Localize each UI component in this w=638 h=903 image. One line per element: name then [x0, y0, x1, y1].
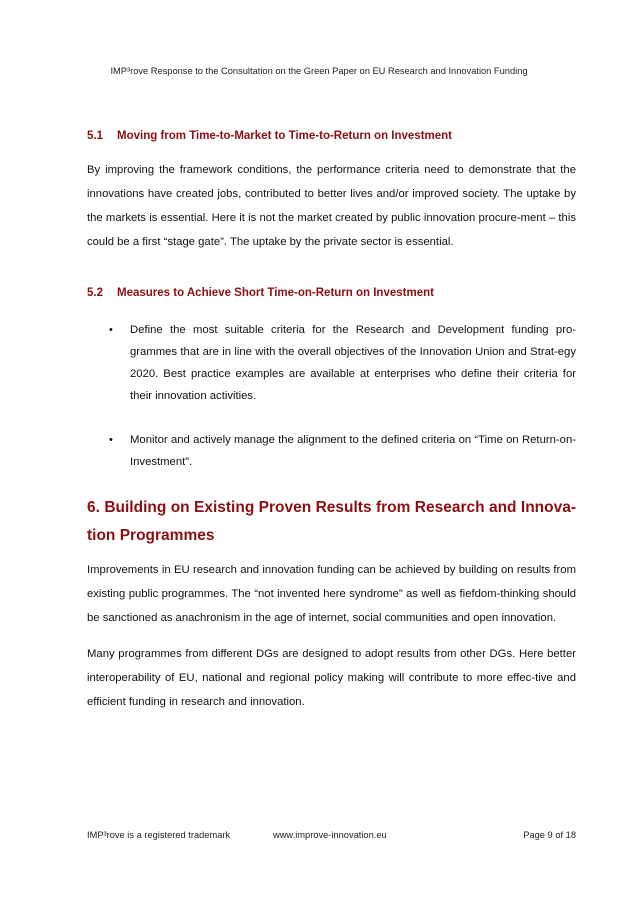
running-header: IMP³rove Response to the Consultation on the Green Paper on EU Research and Innovation Funding — [110, 66, 528, 76]
list-item-text: Define the most suitable criteria for the Research and Development funding pro-grammes that are in line with the overall objectives of the Innovation Union and Strat-egy 2020. Best practice examples are available at enterprises who define their criteria for their innovation activities. — [130, 324, 576, 402]
list-item — [87, 319, 576, 407]
section-5-2-heading — [87, 287, 576, 299]
section-6 — [87, 494, 576, 550]
bullet-list — [87, 319, 576, 473]
section-6-body — [87, 558, 576, 714]
bullet-icon: • — [109, 434, 113, 446]
website-link[interactable]: www.improve-innovation.eu — [273, 830, 387, 840]
section-title: Moving from Time-to-Market to Time-to-Return on Investment — [117, 130, 453, 142]
page-number: Page 9 of 18 — [523, 830, 576, 840]
section-number: 5.1 — [87, 130, 103, 142]
section-5-2 — [87, 287, 576, 299]
section-number: 5.2 — [87, 287, 103, 299]
section-6-heading — [87, 494, 576, 550]
list-item-text: Monitor and actively manage the alignment to the defined criteria on “Time on Return-on-Investment”. — [130, 434, 576, 468]
section-title: Building on Existing Proven Results from Research and Innova-tion Programmes — [87, 499, 577, 544]
paragraph: By improving the framework conditions, the performance criteria need to demonstrate that the innovations have created jobs, contributed to better lives and/or improved society. The uptake by the markets is essential. Here it is not the market created by public innovation procure-ment – this could be a first “stage gate”. The uptake by the private sector is essential. — [87, 164, 576, 248]
paragraph: Many programmes from different DGs are designed to adopt results from other DGs. Here better interoperability of EU, national and regional policy making will contribute to more effec-tive and efficient funding in research and innovation. — [87, 648, 576, 708]
section-5-1 — [87, 130, 576, 142]
list-item — [87, 429, 576, 473]
section-5-1-heading — [87, 130, 576, 142]
paragraph: Improvements in EU research and innovation funding can be achieved by building on results from existing public programmes. The “not invented here syndrome” as well as fiefdom-thinking should be sanctioned as anachronism in the age of internet, social communities and open innovation. — [87, 564, 576, 624]
section-5-2-bullets — [87, 319, 576, 473]
trademark-notice: IMP³rove is a registered trademark — [87, 830, 231, 840]
section-number: 6. — [87, 499, 100, 516]
bullet-icon: • — [109, 324, 113, 336]
section-5-1-body — [87, 158, 576, 254]
section-title: Measures to Achieve Short Time-on-Return on Investment — [117, 287, 434, 299]
